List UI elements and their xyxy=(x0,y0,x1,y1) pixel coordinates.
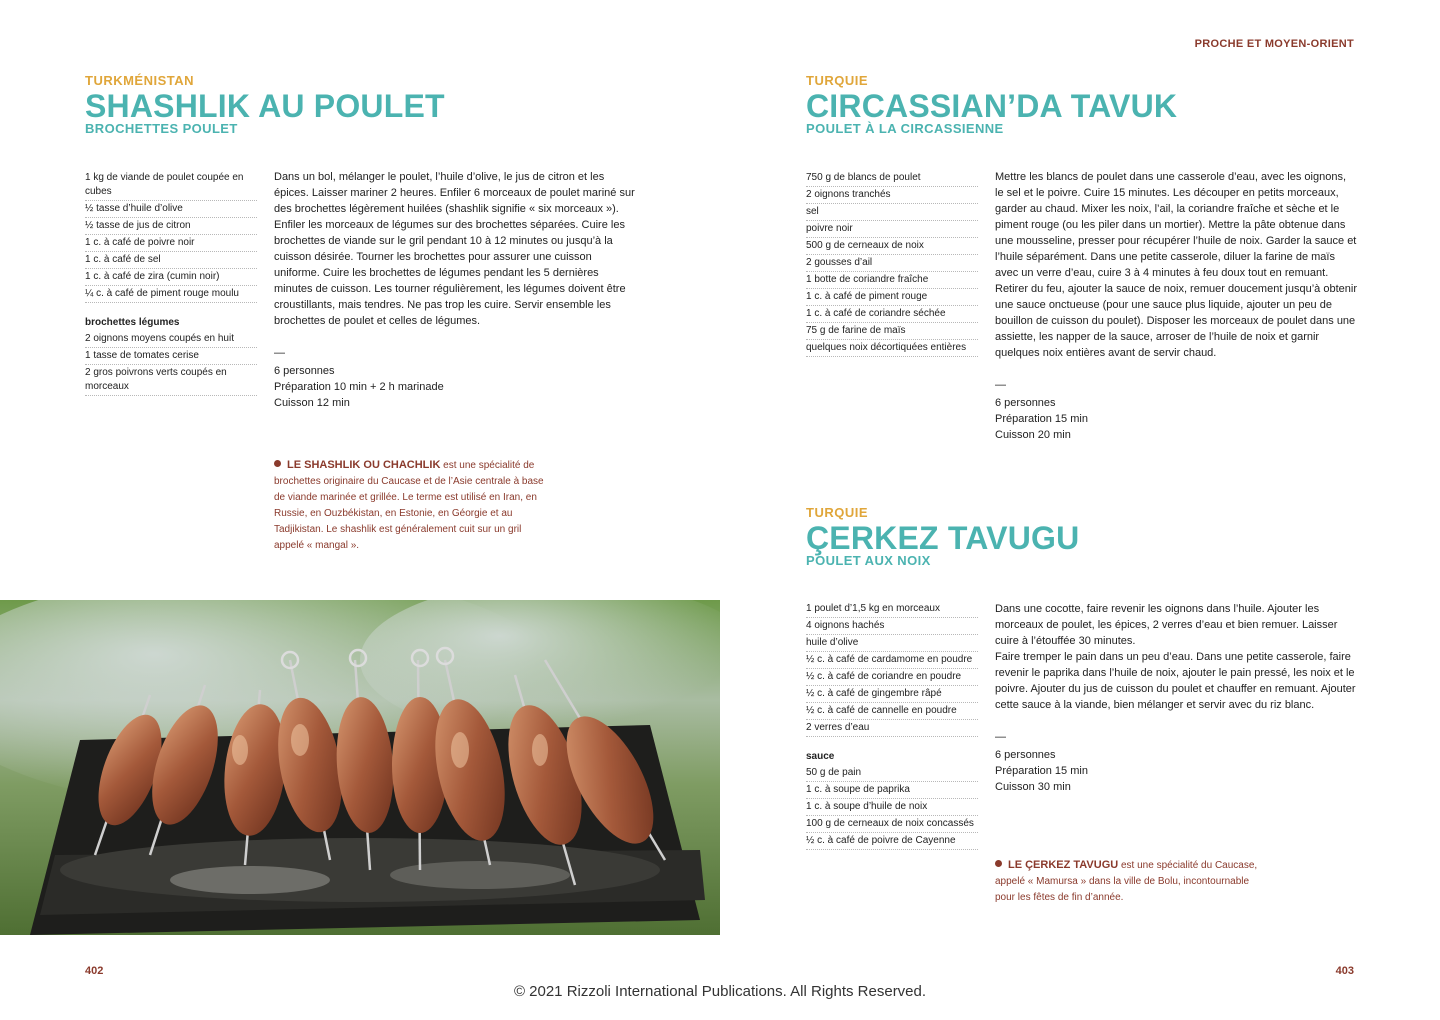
ingredient: 100 g de cerneaux de noix concassés xyxy=(806,816,978,833)
ingredient: sel xyxy=(806,204,978,221)
recipe-meta xyxy=(995,729,1088,795)
ingredient: 2 gros poivrons verts coupés en morceaux xyxy=(85,365,257,396)
recipe-subtitle: BROCHETTES POULET xyxy=(85,121,238,136)
ingredient-group-title: brochettes légumes xyxy=(85,317,180,328)
ingredient: 1 botte de coriandre fraîche xyxy=(806,272,978,289)
ingredient: 2 gousses d’ail xyxy=(806,255,978,272)
ingredient: 1 c. à café de piment rouge xyxy=(806,289,978,306)
ingredient: 2 oignons moyens coupés en huit xyxy=(85,331,257,348)
ingredient: 1 c. à soupe de paprika xyxy=(806,782,978,799)
recipe-title: CIRCASSIAN’DA TAVUK xyxy=(806,88,1178,124)
recipe-title: SHASHLIK AU POULET xyxy=(85,88,445,124)
ingredient-group-title: sauce xyxy=(806,751,835,762)
ingredient-list xyxy=(806,170,978,357)
recipe-method xyxy=(995,601,1357,713)
ingredient: poivre noir xyxy=(806,221,978,238)
servings: 6 personnes xyxy=(274,365,335,377)
recipe-subtitle: POULET À LA CIRCASSIENNE xyxy=(806,121,1004,136)
ingredient: 1 poulet d’1,5 kg en morceaux xyxy=(806,601,978,618)
ingredient-list xyxy=(806,601,978,850)
section-header: PROCHE ET MOYEN-ORIENT xyxy=(1194,38,1354,50)
page-number-right: 403 xyxy=(1335,965,1354,977)
ingredient: ½ c. à café de poivre de Cayenne xyxy=(806,833,978,850)
ingredient: ½ c. à café de gingembre râpé xyxy=(806,686,978,703)
ingredient: ½ c. à café de cannelle en poudre xyxy=(806,703,978,720)
ingredient-list xyxy=(85,170,257,396)
recipe-country: TURQUIE xyxy=(806,505,868,520)
cook-time: Cuisson 30 min xyxy=(995,781,1071,793)
ingredient: 1 c. à soupe d’huile de noix xyxy=(806,799,978,816)
grill-illustration xyxy=(0,600,720,935)
recipe-note xyxy=(995,857,1267,906)
note-lead: LE ÇERKEZ TAVUGU xyxy=(1008,859,1119,871)
recipe-meta xyxy=(995,377,1088,443)
ingredient: 1 c. à café de sel xyxy=(85,252,257,269)
ingredient: 1 c. à café de poivre noir xyxy=(85,235,257,252)
recipe-country: TURKMÉNISTAN xyxy=(85,73,195,88)
ingredient: 75 g de farine de maïs xyxy=(806,323,978,340)
recipe-note xyxy=(274,457,546,554)
recipe-method: Mettre les blancs de poulet dans une casserole d’eau, avec les oignons, le sel et le poivre. Cuire 15 minutes. Les découper en petits morceaux, garder au chaud. Mixer les noix, l’ail, la coriandre fraîche et sèche et le piment rouge (ou les piler dans un mortier). Mettre la pâte obtenue dans une mousseline, presser pour récupérer l’huile de noix. Garder la sauce et l’huile séparément. Dans une petite casserole, diluer la farine de maïs avec un verre d’eau, cuire 3 à 4 minutes à feu doux tout en remuant. Retirer du feu, ajouter la sauce de noix, remuer doucement jusqu’à obtenir une sauce onctueuse (pour une sauce plus liquide, ajouter un peu de bouillon de cuisson du poulet). Disposer les morceaux de poulet dans une assiette, les napper de la sauce, arroser de l’huile de noix et garnir quelques noix entières avant de servir chaud. xyxy=(995,171,1357,359)
ingredient: ½ tasse de jus de citron xyxy=(85,218,257,235)
servings: 6 personnes xyxy=(995,397,1056,409)
ingredient: ½ tasse d’huile d’olive xyxy=(85,201,257,218)
recipe-country: TURQUIE xyxy=(806,73,868,88)
ingredient: 4 oignons hachés xyxy=(806,618,978,635)
shashlik-photo xyxy=(0,600,720,935)
bullet-icon xyxy=(995,860,1002,867)
note-text: est une spécialité de brochettes originaire du Caucase et de l’Asie centrale à base de viande marinée et grillée. Le terme est utilisé en Iran, en Russie, en Ouzbékistan, en Estonie, en Géorgie et au Tadjikistan. Le shashlik est généralement cuit sur un gril appelé « mangal ». xyxy=(274,460,544,551)
recipe-method: Dans un bol, mélanger le poulet, l’huile d’olive, le jus de citron et les épices. Laisser mariner 2 heures. Enfiler 6 morceaux de poulet mariné sur des brochettes légèrement huilées (shashlik signifie « six morceaux »). Enfiler les morceaux de légumes sur des brochettes séparées. Cuire les brochettes de viande sur le gril pendant 10 à 12 minutes ou jusqu’à la cuisson désirée. Tourner les brochettes pour assurer une cuisson uniforme. Cuire les brochettes de légumes pendant les 5 dernières minutes de cuisson. Les tourner régulièrement, les légumes doivent être croustillants, mais tendres. Ne pas trop les cuire. Servir ensemble les brochettes de poulet et celles de légumes. xyxy=(274,171,635,327)
recipe-meta xyxy=(274,345,444,411)
meta-dash: — xyxy=(995,731,1006,743)
ingredient: 1 c. à café de coriandre séchée xyxy=(806,306,978,323)
ingredient: ¼ c. à café de piment rouge moulu xyxy=(85,286,257,303)
ingredient: 2 verres d’eau xyxy=(806,720,978,737)
recipe-subtitle: POULET AUX NOIX xyxy=(806,553,931,568)
ingredient: ½ c. à café de coriandre en poudre xyxy=(806,669,978,686)
ingredient: 1 kg de viande de poulet coupée en cubes xyxy=(85,170,257,201)
page-number-left: 402 xyxy=(85,965,104,977)
ingredient: quelques noix décortiquées entières xyxy=(806,340,978,357)
note-text: est une spécialité du Caucase, appelé « Mamursa » dans la ville de Bolu, incontournable pour les fêtes de fin d’année. xyxy=(995,860,1258,903)
cook-time: Cuisson 20 min xyxy=(995,429,1071,441)
meta-dash: — xyxy=(995,379,1006,391)
ingredient: 500 g de cerneaux de noix xyxy=(806,238,978,255)
prep-time: Préparation 10 min + 2 h marinade xyxy=(274,381,444,393)
ingredient: 2 oignons tranchés xyxy=(806,187,978,204)
prep-time: Préparation 15 min xyxy=(995,765,1088,777)
bullet-icon xyxy=(274,460,281,467)
note-lead: LE SHASHLIK OU CHACHLIK xyxy=(287,459,441,471)
prep-time: Préparation 15 min xyxy=(995,413,1088,425)
method-paragraph: Faire tremper le pain dans un peu d’eau. Dans une petite casserole, faire revenir le paprika dans l’huile de noix, ajouter le pain pressé, les noix et le poivre. Ajouter du jus de cuisson du poulet et chauffer en remuant. Ajouter cette sauce à la viande, bien mélanger et servir avec du riz blanc. xyxy=(995,651,1356,711)
ingredient: 1 c. à café de zira (cumin noir) xyxy=(85,269,257,286)
ingredient: 50 g de pain xyxy=(806,765,978,782)
meta-dash: — xyxy=(274,347,285,359)
ingredient: ½ c. à café de cardamome en poudre xyxy=(806,652,978,669)
servings: 6 personnes xyxy=(995,749,1056,761)
recipe-title: ÇERKEZ TAVUGU xyxy=(806,520,1080,556)
copyright-notice: © 2021 Rizzoli International Publications. All Rights Reserved. xyxy=(513,983,927,1000)
ingredient: huile d’olive xyxy=(806,635,978,652)
cook-time: Cuisson 12 min xyxy=(274,397,350,409)
method-paragraph: Dans une cocotte, faire revenir les oignons dans l’huile. Ajouter les morceaux de poulet, les épices, 2 verres d’eau et bien remuer. Laisser cuire à l’étouffée 30 minutes. xyxy=(995,603,1338,647)
ingredient: 750 g de blancs de poulet xyxy=(806,170,978,187)
ingredient: 1 tasse de tomates cerise xyxy=(85,348,257,365)
